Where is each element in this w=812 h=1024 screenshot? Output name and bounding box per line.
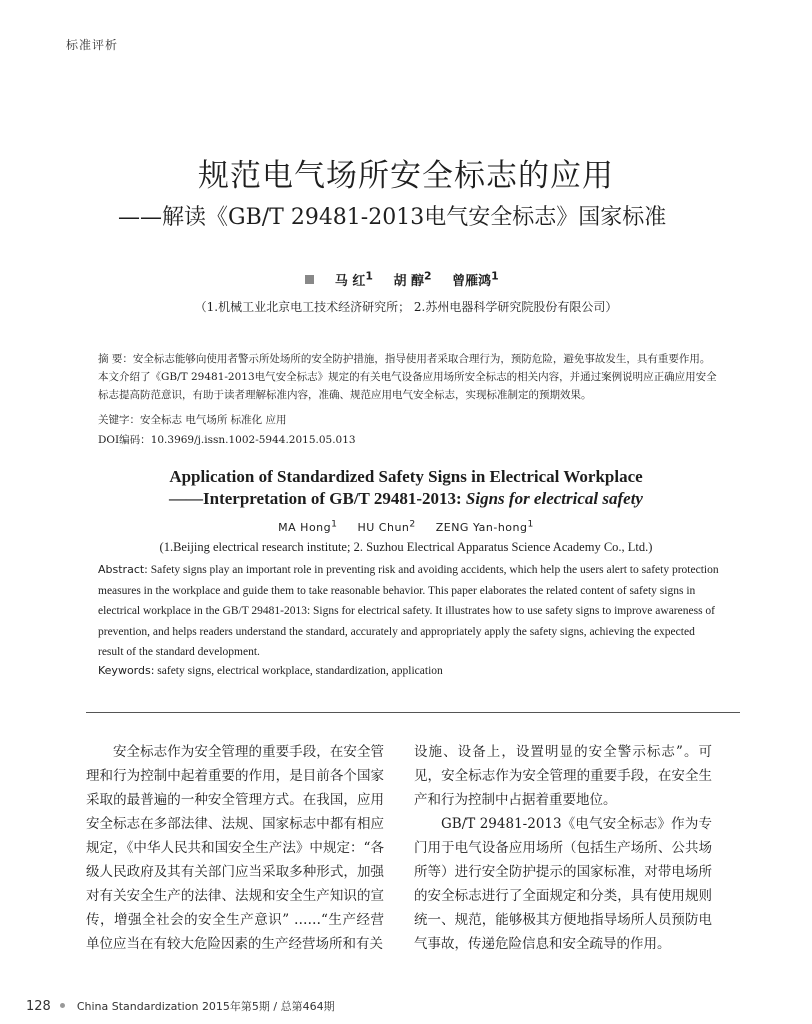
keywords-en-label: Keywords: xyxy=(98,664,155,677)
authors-cn xyxy=(0,270,812,289)
page-number: 128 xyxy=(26,999,51,1014)
abstract-cn xyxy=(98,350,718,404)
issue-info: 2015年第5期 / 总第464期 xyxy=(201,1000,335,1013)
body-paragraph: 安全标志作为安全管理的重要手段，在安全管理和行为控制中起着重要的作用，是目前各个国家采取的最普遍的一种安全管理方式。在我国，应用安全标志在多部法律、法规、国家标志中都有相应规定，《中华人民共和国安全生产法》中规定：“各级人民政府及其有关部门应当采取多种形式，加强对有关安全生产的法律、法规和安全生产知识的宣传，增强全社会的安全生产意识” ……“生产经营单位应当在有较大危险因素的生产经营场所和有关 xyxy=(86,744,384,952)
abstract-en-label: Abstract: xyxy=(98,563,148,576)
body-column-left xyxy=(86,740,384,956)
body-paragraph: GB/T 29481-2013《电气安全标志》作为专门用于电气设备应用场所（包括生产场所、公共场所等）进行安全防护提示的国家标准，对带电场所的安全标志进行了全面规定和分类，具有使用规则统一、规范，能够极其方便地指导场所人员预防电气事故，传递危险信息和安全疏导的作用。 xyxy=(414,816,712,952)
author-cn-2: 胡 醇$^2$ xyxy=(393,270,432,290)
keywords-cn xyxy=(98,412,287,427)
bullet-dot-icon xyxy=(60,1003,65,1008)
doi-text: 10.3969/j.issn.1002-5944.2015.05.013 xyxy=(150,434,356,446)
title-cn: 规范电气场所安全标志的应用 xyxy=(198,158,614,194)
doi-label: DOI编码： xyxy=(98,434,151,446)
abstract-en-text: Safety signs play an important role in preventing risk and avoiding accidents, which help the users alert to safety protection measures in the workplace and guide them to take reasonable behavior. This paper elaborates the related content of safety signs in electrical workplace in the GB/T 29481-2013: Signs for electrical safety. It illustrates how to use safety signs to improve awareness of prevention, and helps readers understand the standard, accurately and appropriately apply the safety signs, achieving the expected result of the standard development. xyxy=(98,564,719,658)
affiliation-cn: （1.机械工业北京电工技术经济研究所； 2.苏州电器科学研究院股份有限公司） xyxy=(194,300,618,314)
title-en xyxy=(0,466,812,510)
body-paragraph: 设施、设备上，设置明显的安全警示标志”。可见，安全标志作为安全管理的重要手段，在安全生产和行为控制中占据着重要地位。 xyxy=(414,744,712,808)
square-bullet-icon xyxy=(305,275,314,284)
abstract-cn-text: 安全标志能够向使用者警示所处场所的安全防护措施，指导使用者采取合理行为，预防危险，避免事故发生，具有重要作用。本文介绍了《GB/T 29481-2013电气安全标志》规定的有关电气设备应用场所安全标志的相关内容，并通过案例说明应正确应用安全标志提高防范意识，有助于读者理解标准内容，准确、规范应用电气安全标志，实现标准制定的预期效果。 xyxy=(98,353,717,401)
subtitle-cn: ——解读《GB/T 29481-2013电气安全标志》国家标准 xyxy=(118,205,667,230)
author-cn-1: 马 红$^1$ xyxy=(334,270,373,290)
abstract-en xyxy=(98,560,720,663)
journal-name: China Standardization xyxy=(76,1000,199,1013)
authors-en xyxy=(0,518,812,534)
abstract-cn-label: 摘 要： xyxy=(98,353,133,365)
keywords-en-text: safety signs, electrical workplace, standardization, application xyxy=(157,665,443,677)
title-en-line1: Application of Standardized Safety Signs in Electrical Workplace xyxy=(169,467,643,486)
keywords-cn-text: 安全标志 电气场所 标准化 应用 xyxy=(140,414,287,426)
title-en-line2: ——Interpretation of GB/T 29481-2013: Signs for electrical safety xyxy=(169,489,643,508)
author-en-2: HU Chun$^2$ xyxy=(357,518,416,534)
body-column-right xyxy=(414,740,712,956)
doi xyxy=(98,432,356,447)
keywords-en xyxy=(98,664,443,677)
section-divider xyxy=(86,712,740,713)
keywords-cn-label: 关键字： xyxy=(98,414,140,426)
section-label: 标准评析 xyxy=(66,38,119,52)
author-en-3: ZENG Yan-hong$^1$ xyxy=(435,518,534,534)
page-footer xyxy=(26,998,335,1014)
affiliation-en: (1.Beijing electrical research institute; 2. Suzhou Electrical Apparatus Science Academy Co., Ltd.) xyxy=(159,540,653,554)
author-en-1: MA Hong$^1$ xyxy=(278,518,338,534)
author-cn-3: 曾雁鸿$^1$ xyxy=(452,270,499,290)
